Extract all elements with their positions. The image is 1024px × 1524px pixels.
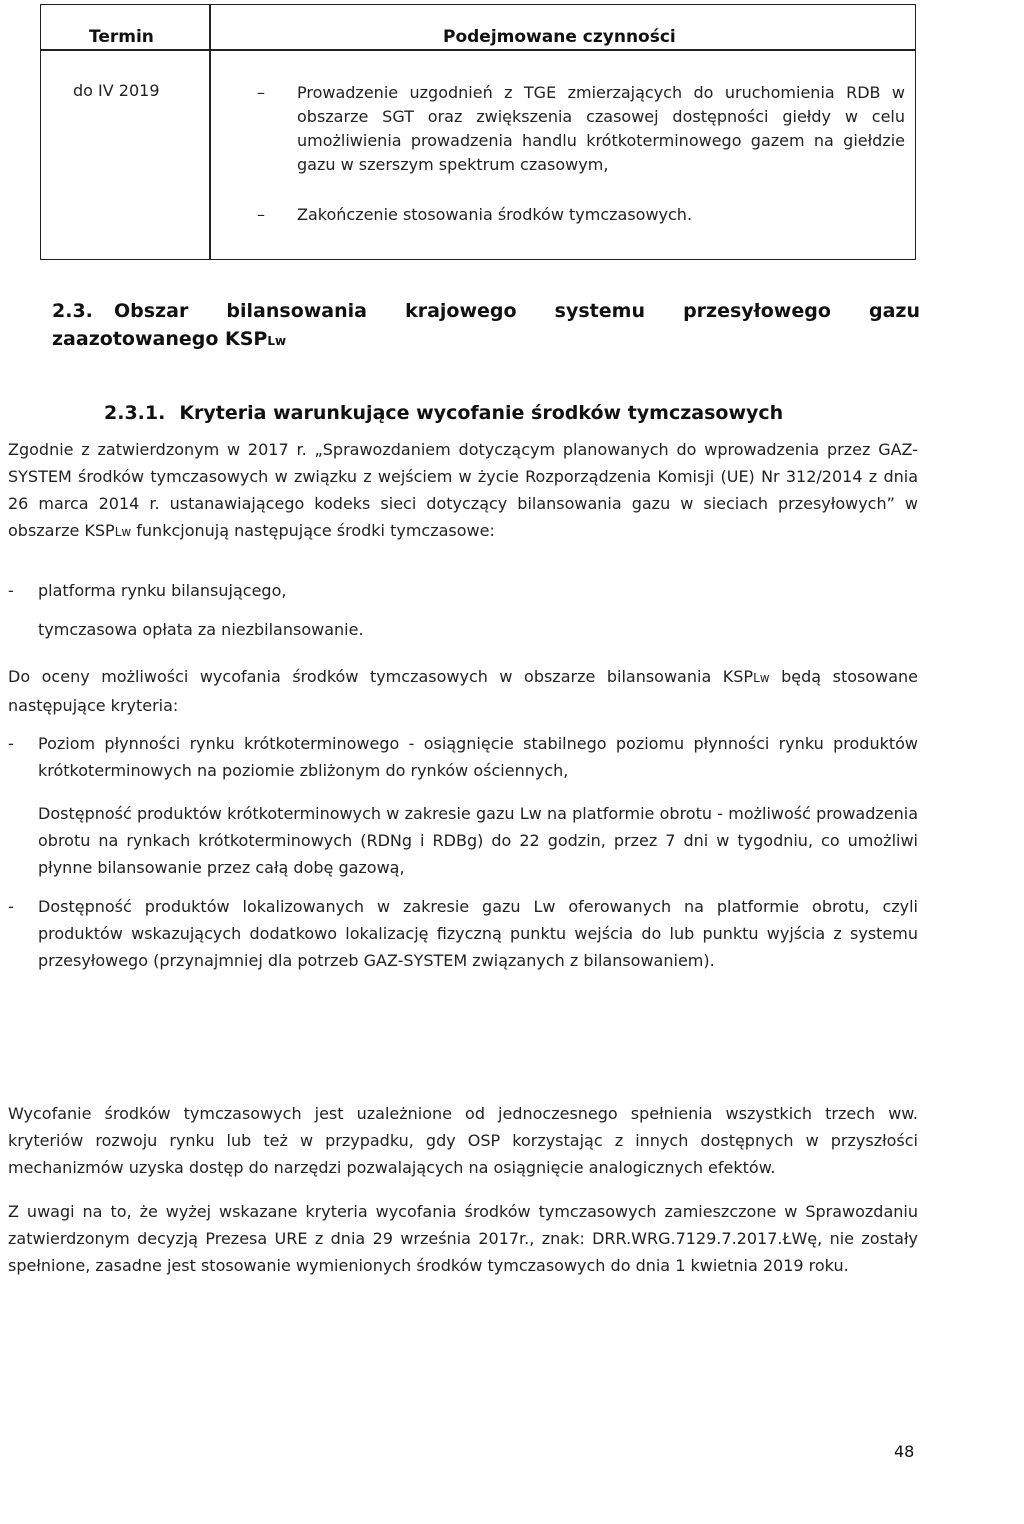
- table-cell-term: do IV 2019: [73, 81, 160, 100]
- section-title: Kryteria warunkujące wycofanie środków tymczasowych: [179, 402, 784, 424]
- section-heading-2-3: 2.3. Obszar bilansowania krajowego systemu przesyłowego gazu zaazotowanego KSPLw: [52, 300, 920, 350]
- temporary-measures-list: [8, 577, 918, 643]
- paragraph-conclusion: Z uwagi na to, że wyżej wskazane kryteria wycofania środków tymczasowych zamieszczone w Sprawozdaniu zatwierdzonym decyzją Prezesa URE z dnia 29 września 2017r., znak: DRR.WRG.7129.7.2017.ŁWę, nie zostały spełnione, zasadne jest stosowanie wymienionych środków tymczasowych do dnia 1 kwietnia 2019 roku.: [8, 1202, 918, 1275]
- paragraph-criteria-intro: Do oceny możliwości wycofania środków tymczasowych w obszarze bilansowania KSPLw będą stosowane następujące kryteria:: [8, 667, 919, 715]
- section-number: 2.3.1.: [104, 402, 166, 424]
- table-action-item: – Zakończenie stosowania środków tymczasowych.: [257, 205, 693, 224]
- table-cell-actions: [257, 81, 905, 227]
- section-number: 2.3.: [52, 300, 93, 322]
- paragraph-withdrawal: Wycofanie środków tymczasowych jest uzależnione od jednoczesnego spełnienia wszystkich trzech ww. kryteriów rozwoju rynku lub też w przypadku, gdy OSP korzystając z innych dostępnych w przyszłości mechanizmów uzyska dostęp do narzędzi pozwalających na osiągnięcie analogicznych efektów.: [8, 1104, 918, 1177]
- list-item: - Dostępność produktów lokalizowanych w zakresie gazu Lw oferowanych na platformie obrotu, czyli produktów wskazujących dodatkowo lokalizację fizyczną punktu wejścia do lub punktu wyjścia z systemu przesyłowego (przynajmniej dla potrzeb GAZ-SYSTEM związanych z bilansowaniem).: [8, 897, 918, 970]
- list-item: - platforma rynku bilansującego,: [8, 581, 287, 600]
- table-column-divider: [209, 5, 211, 259]
- table-header-term: Termin: [89, 27, 154, 47]
- table-header-actions: Podejmowane czynności: [443, 27, 676, 47]
- list-item: Dostępność produktów krótkoterminowych w zakresie gazu Lw na platformie obrotu - możliwość prowadzenia obrotu na rynkach krótkoterminowych (RDNg i RDBg) do 22 godzin, przez 7 dni w tygodniu, co umożliwi płynne bilansowanie przez całą dobę gazową,: [38, 804, 918, 877]
- list-item: - Poziom płynności rynku krótkoterminowego - osiągnięcie stabilnego poziomu płynności rynku produktów krótkoterminowych na poziomie zbliżonym do rynków ościennych,: [8, 734, 918, 780]
- criteria-list: [8, 730, 918, 974]
- measures-table: [40, 4, 916, 260]
- table-header-divider: [41, 49, 915, 51]
- page-number: 48: [894, 1442, 915, 1461]
- table-action-item: – Prowadzenie uzgodnień z TGE zmierzających do uruchomienia RDB w obszarze SGT oraz zwiększenia czasowej dostępności giełdy w celu umożliwienia prowadzenia handlu krótkoterminowego gazem na giełdzie gazu w szerszym spektrum czasowym,: [257, 83, 905, 174]
- list-item: tymczasowa opłata za niezbilansowanie.: [38, 620, 364, 639]
- section-heading-2-3-1: [104, 402, 783, 424]
- paragraph-intro: Zgodnie z zatwierdzonym w 2017 r. „Sprawozdaniem dotyczącym planowanych do wprowadzenia przez GAZ-SYSTEM środków tymczasowych w związku z wejściem w życie Rozporządzenia Komisji (UE) Nr 312/2014 z dnia 26 marca 2014 r. ustanawiającego kodeks sieci dotyczący bilansowania gazu w sieciach przesyłowych” w obszarze KSPLw funkcjonują następujące środki tymczasowe:: [8, 440, 918, 540]
